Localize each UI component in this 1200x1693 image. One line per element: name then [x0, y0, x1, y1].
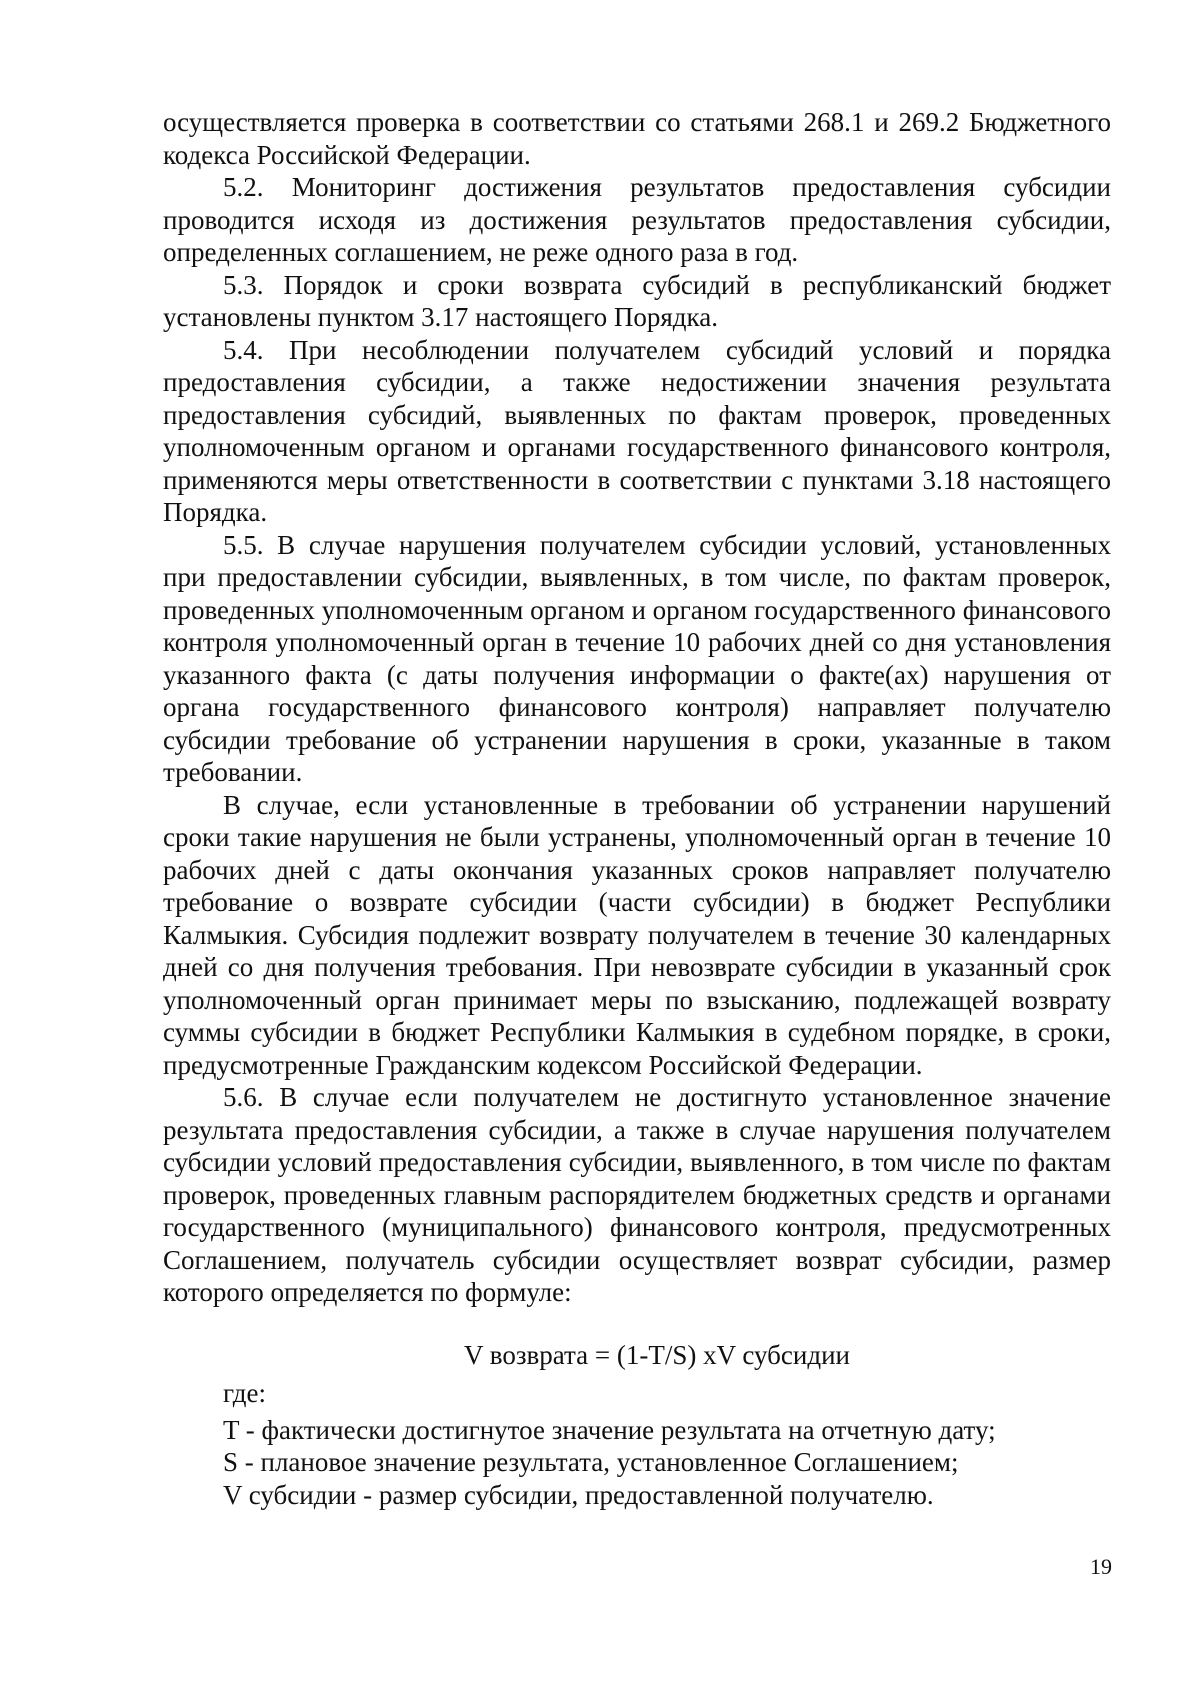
- definition-s: S - плановое значение результата, установленное Соглашением;: [223, 1447, 959, 1477]
- paragraph-5-2: 5.2. Мониторинг достижения результатов предоставления субсидии проводится исходя из достижения результатов предоставления субсидии, определенных соглашением, не реже одного раза в год.: [163, 172, 1111, 267]
- paragraph-5-5: 5.5. В случае нарушения получателем субсидии условий, установленных при предоставлении субсидии, выявленных, в том числе, по фактам проверок, проведенных уполномоченным органом и органом государственного финансового контроля уполномоченный орган в течение 10 рабочих дней со дня установления указанного факта (с даты получения информации о факте(ах) нарушения от органа государственного финансового контроля) направляет получателю субсидии требование об устранении нарушения в сроки, указанные в таком требовании.: [163, 529, 1111, 787]
- definition-v: V субсидии - размер субсидии, предоставленной получателю.: [223, 1479, 934, 1510]
- paragraph-5-3: 5.3. Порядок и сроки возврата субсидий в республиканский бюджет установлены пунктом 3.17 настоящего Порядка.: [163, 269, 1111, 332]
- page-number: 19: [1090, 1554, 1112, 1579]
- document-body: [163, 106, 1111, 1511]
- paragraph-5-5-continued: В случае, если установленные в требовании об устранении нарушений сроки такие нарушения не были устранены, уполномоченный орган в течение 10 рабочих дней с даты окончания указанных сроков направляет получателю требование о возврате субсидии (части субсидии) в бюджет Республики Калмыкия. Субсидия подлежит возврату получателем в течение 30 календарных дней со дня получения требования. При невозврате субсидии в указанный срок уполномоченный орган принимает меры по взысканию, подлежащей возврату суммы субсидии в бюджет Республики Калмыкия в судебном порядке, в сроки, предусмотренные Гражданским кодексом Российской Федерации.: [163, 789, 1111, 1080]
- definition-t: T - фактически достигнутое значение результата на отчетную дату;: [223, 1414, 996, 1445]
- paragraph-5-4: 5.4. При несоблюдении получателем субсидий условий и порядка предоставления субсидии, а также недостижении значения результата предоставления субсидий, выявленных по фактам проверок, проведенных уполномоченным органом и органами государственного финансового контроля, применяются меры ответственности в соответствии с пунктами 3.18 настоящего Порядка.: [163, 334, 1111, 527]
- paragraph-continuation: осуществляется проверка в соответствии со статьями 268.1 и 269.2 Бюджетного кодекса Российской Федерации.: [163, 107, 1111, 170]
- paragraph-5-6: 5.6. В случае если получателем не достигнуто установленное значение результата предоставления субсидии, а также в случае нарушения получателем субсидии условий предоставления субсидии, выявленного, в том числе по фактам проверок, проведенных главным распорядителем бюджетных средств и органами государственного (муниципального) финансового контроля, предусмотренных Соглашением, получатель субсидии осуществляет возврат субсидии, размер которого определяется по формуле:: [163, 1082, 1111, 1307]
- formula: V возврата = (1-T/S) xV субсидии: [464, 1339, 850, 1370]
- where-label: где:: [223, 1378, 266, 1408]
